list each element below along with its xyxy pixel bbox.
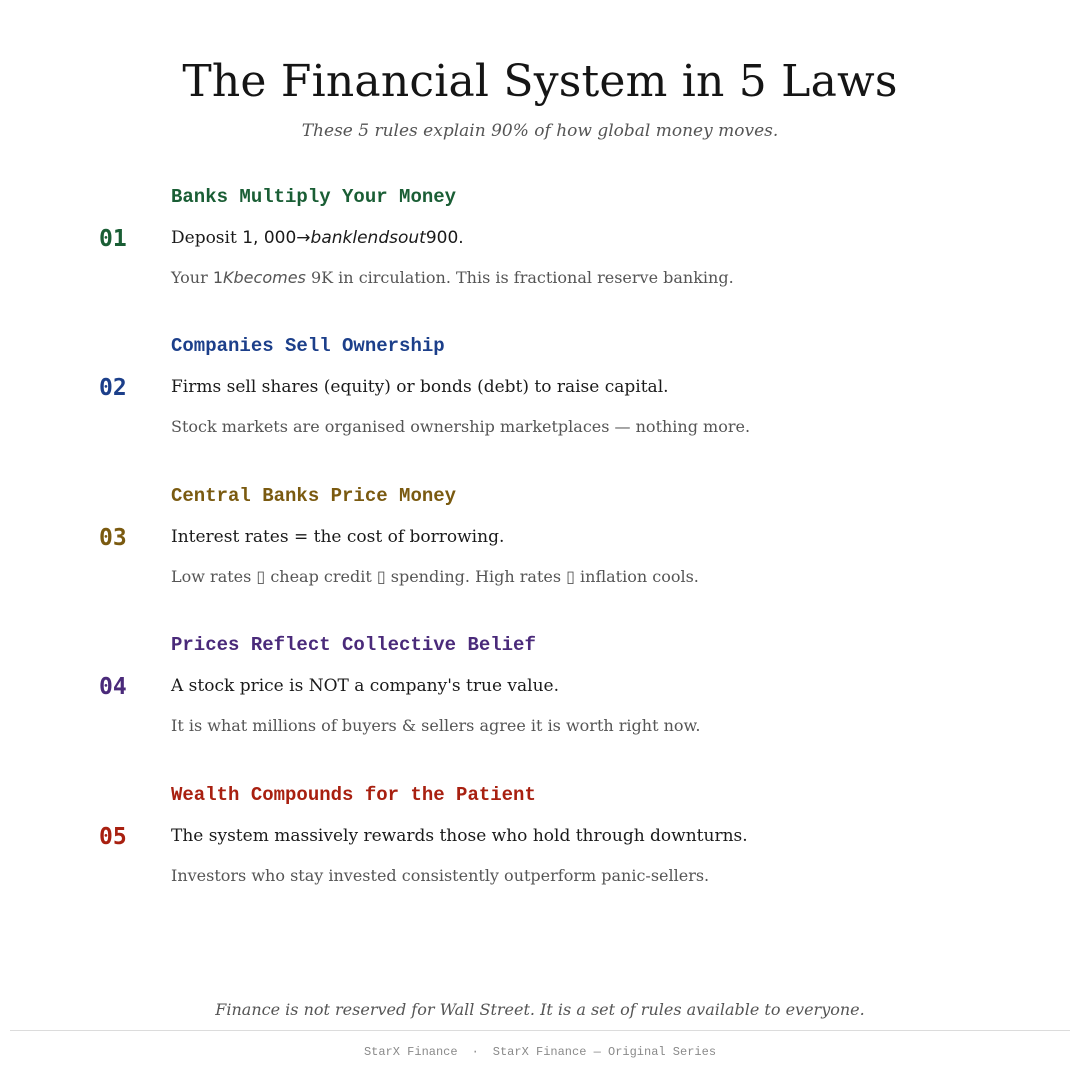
law-explanation: Low rates ▯ cheap credit ▯ spending. High rates ▯ inflation cools. (171, 567, 699, 586)
law-statement: A stock price is NOT a company's true value. (171, 676, 559, 696)
law-statement: The system massively rewards those who hold through downturns. (171, 826, 748, 846)
math-italic: banklendsout (310, 228, 426, 248)
footer-separator: · (471, 1045, 479, 1059)
law-statement-prefix: Deposit (171, 228, 243, 248)
law-explanation (171, 268, 734, 287)
page-title: The Financial System in 5 Laws (182, 56, 898, 107)
law-explanation-math (213, 268, 306, 287)
law-statement: Firms sell shares (equity) or bonds (debt) to raise capital. (171, 377, 669, 397)
closing-statement: Finance is not reserved for Wall Street. It is a set of rules available to everyone. (215, 1000, 865, 1019)
law-number: 05 (99, 824, 127, 850)
law-explanation-suffix: 9K in circulation. This is fractional reserve banking. (305, 268, 734, 287)
law-statement: Interest rates = the cost of borrowing. (171, 527, 505, 547)
law-number: 03 (99, 525, 127, 551)
law-explanation: Investors who stay invested consistently outperform panic-sellers. (171, 866, 710, 885)
math-part: 900. (425, 228, 464, 248)
law-explanation-prefix: Your (171, 268, 213, 287)
law-explanation: Stock markets are organised ownership marketplaces — nothing more. (171, 417, 751, 436)
math-part: 1 (212, 268, 224, 287)
law-item (0, 335, 1080, 465)
law-heading: Companies Sell Ownership (171, 335, 445, 357)
law-number: 01 (99, 226, 127, 252)
law-heading: Prices Reflect Collective Belief (171, 634, 536, 656)
law-statement (171, 228, 464, 248)
law-item (0, 485, 1080, 615)
law-number: 02 (99, 375, 127, 401)
footer (0, 1045, 1080, 1059)
footer-series: StarX Finance — Original Series (492, 1045, 717, 1059)
math-italic: Kbecomes (223, 268, 306, 287)
law-number: 04 (99, 674, 127, 700)
footer-divider (10, 1030, 1070, 1031)
math-part: 1, 000→ (242, 228, 311, 248)
law-item (0, 784, 1080, 914)
law-heading: Central Banks Price Money (171, 485, 457, 507)
law-item (0, 634, 1080, 764)
law-heading: Banks Multiply Your Money (171, 186, 457, 208)
law-heading: Wealth Compounds for the Patient (171, 784, 536, 806)
law-item (0, 186, 1080, 316)
page-subtitle: These 5 rules explain 90% of how global money moves. (301, 121, 779, 141)
law-statement-math (242, 228, 463, 248)
footer-brand: StarX Finance (363, 1045, 458, 1059)
law-explanation: It is what millions of buyers & sellers agree it is worth right now. (171, 716, 701, 735)
